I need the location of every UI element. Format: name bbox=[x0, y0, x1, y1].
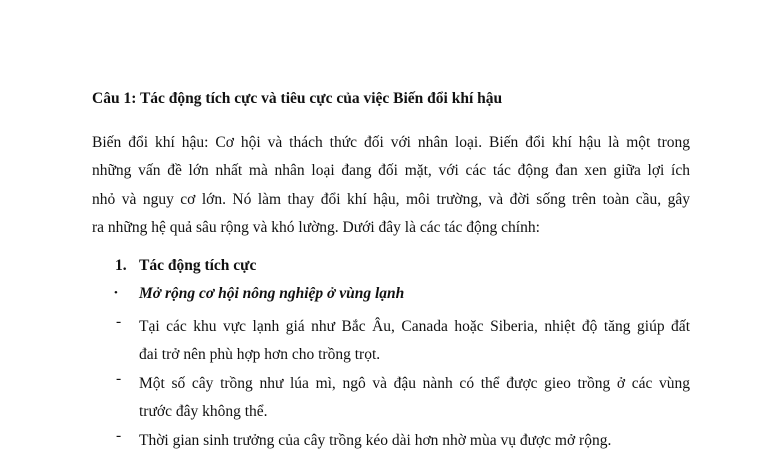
dash-marker: - bbox=[116, 370, 122, 387]
section-title: Tác động tích cực bbox=[139, 257, 257, 274]
list-item bbox=[139, 427, 690, 455]
list-item-line: trước đây không thể. bbox=[139, 403, 268, 421]
list-item-line: Tại các khu vực lạnh giá như Bắc Âu, Canada hoặc Siberia, nhiệt độ tăng giúp đất bbox=[139, 318, 690, 335]
intro-line: những vấn đề lớn nhất mà nhân loại đang đối mặt, với các tác động đan xen giữa lợi ích bbox=[92, 162, 690, 180]
intro-line: ra những hệ quả sâu rộng và khó lường. Dưới đây là các tác động chính: bbox=[92, 219, 540, 237]
section-number: 1. bbox=[115, 257, 127, 274]
question-heading: Câu 1: Tác động tích cực và tiêu cực của việc Biến đổi khí hậu bbox=[92, 90, 503, 107]
bullet-heading: Mở rộng cơ hội nông nghiệp ở vùng lạnh bbox=[139, 285, 405, 302]
intro-paragraph bbox=[92, 129, 690, 243]
bullet-icon: • bbox=[114, 287, 118, 299]
list-item-line: Thời gian sinh trưởng của cây trồng kéo dài hơn nhờ mùa vụ được mở rộng. bbox=[139, 432, 612, 449]
list-item-line: Một số cây trồng như lúa mì, ngô và đậu nành có thể được gieo trồng ở các vùng bbox=[139, 375, 690, 392]
dash-marker: - bbox=[116, 313, 122, 330]
intro-line: Biến đổi khí hậu: Cơ hội và thách thức đối với nhân loại. Biến đổi khí hậu là một trong bbox=[92, 134, 690, 151]
list-item bbox=[139, 370, 690, 427]
dash-marker: - bbox=[116, 427, 122, 444]
intro-line: nhỏ và nguy cơ lớn. Nó làm thay đổi khí hậu, môi trường, và đời sống trên toàn cầu, gây bbox=[92, 190, 690, 208]
list-item-line: đai trở nên phù hợp hơn cho trồng trọt. bbox=[139, 346, 381, 364]
list-item bbox=[139, 313, 690, 370]
